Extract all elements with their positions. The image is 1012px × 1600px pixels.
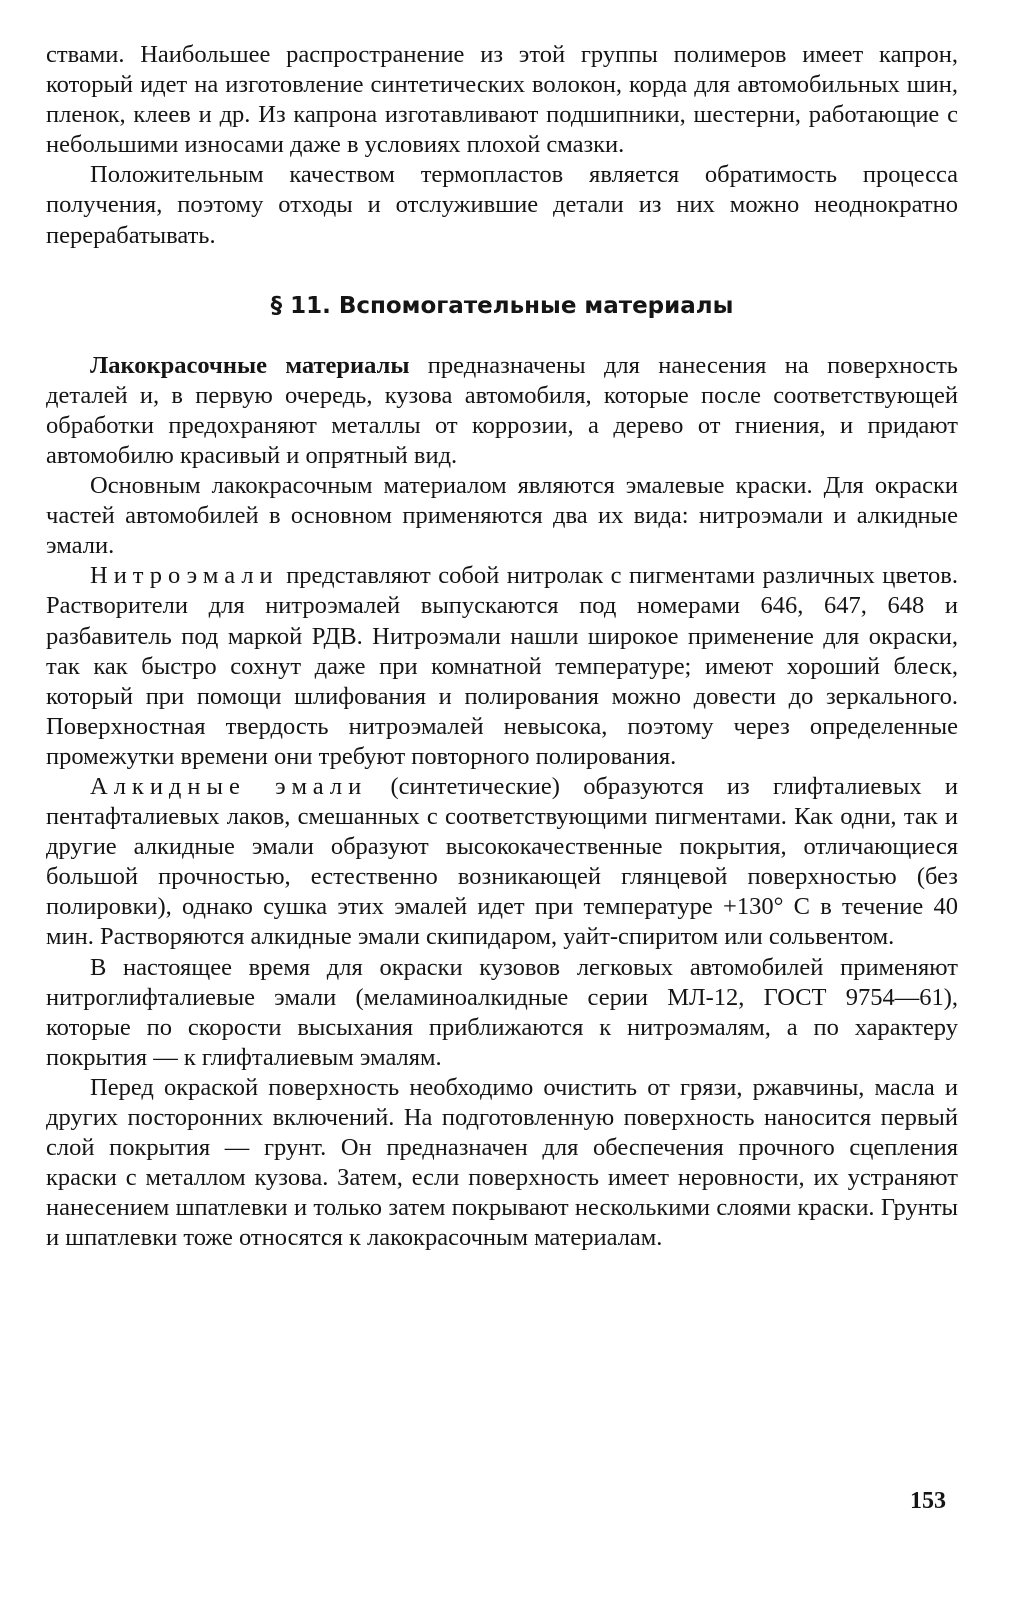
term-nitroenamels: Нитроэмали <box>90 562 279 590</box>
paragraph-continuation: ствами. Наибольшее распространение из этой группы полимеров имеет капрон, который идет на изготовление синтетических волокон, корда для автомобильных шин, пленок, клеев и др. Из капрона изготавливают подшипники, шестерни, работающие с небольшими износами даже в условиях плохой смазки. <box>46 41 958 159</box>
paragraph-alkyd-enamels <box>46 772 958 953</box>
term-alkyd-enamels: Алкидные эмали <box>90 772 368 800</box>
page-number: 153 <box>910 1488 946 1514</box>
paragraph-body-painting: В настоящее время для окраски кузовов легковых автомобилей применяют нитроглифталиевые эмали (меламиноалкидные серии МЛ-12, ГОСТ 9754—61), которые по скорости высыхания приближаются к нитроэмалям, а по характеру покрытия — к глифталиевым эмалям. <box>46 953 958 1071</box>
paragraph-thermoplastics: Положительным качеством термопластов является обратимость процесса получения, поэтому отходы и отслужившие детали из них можно неоднократно перерабатывать. <box>46 161 958 249</box>
paragraph-paint-materials-text: предназначены для нанесения на поверхность деталей и, в первую очередь, кузова автомобиля, которые после соответствующей обработки предохраняют металлы от коррозии, а дерево от гниения, и придают автомобилю красивый и опрятный вид. <box>46 351 958 469</box>
term-paint-materials: Лакокрасочные материалы <box>90 351 410 379</box>
paragraph-enamels: Основным лакокрасочным материалом являются эмалевые краски. Для окраски частей автомобилей в основном применяются два их вида: нитроэмали и алкидные эмали. <box>46 472 958 560</box>
paragraph-alkyd-enamels-text: (синтетические) образуются из глифталиевых и пентафталиевых лаков, смешанных с соответствующими пигментами. Как одни, так и другие алкидные эмали образуют высококачественные покрытия, отличающиеся большой прочностью, естественно возникающей глянцевой поверхностью (без полировки), однако сушка этих эмалей идет при температуре +130° С в течение 40 мин. Растворяются алкидные эмали скипидаром, уайт-спиритом или сольвентом. <box>46 772 958 951</box>
paragraph-nitroenamels-text: представляют собой нитролак с пигментами различных цветов. Растворители для нитроэмалей выпускаются под номерами 646, 647, 648 и разбавитель под маркой РДВ. Нитроэмали нашли широкое применение для окраски, так как быстро сохнут даже при комнатной температуре; имеют хороший блеск, который при помощи шлифования и полирования можно довести до зеркального. Поверхностная твердость нитроэмалей невысока, поэтому через определенные промежутки времени они требуют повторного полирования. <box>46 562 958 770</box>
section-heading: § 11. Вспомогательные материалы <box>270 292 734 319</box>
paragraph-paint-materials <box>46 351 958 471</box>
page-body <box>46 40 958 1253</box>
paragraph-nitroenamels <box>46 561 958 772</box>
paragraph-surface-preparation: Перед окраской поверхность необходимо очистить от грязи, ржавчины, масла и других посторонних включений. На подготовленную поверхность наносится первый слой покрытия — грунт. Он предназначен для обеспечения прочного сцепления краски с металлом кузова. Затем, если поверхность имеет неровности, их устраняют нанесением шпатлевки и только затем покрывают несколькими слоями краски. Грунты и шпатлевки тоже относятся к лакокрасочным материалам. <box>46 1073 958 1252</box>
